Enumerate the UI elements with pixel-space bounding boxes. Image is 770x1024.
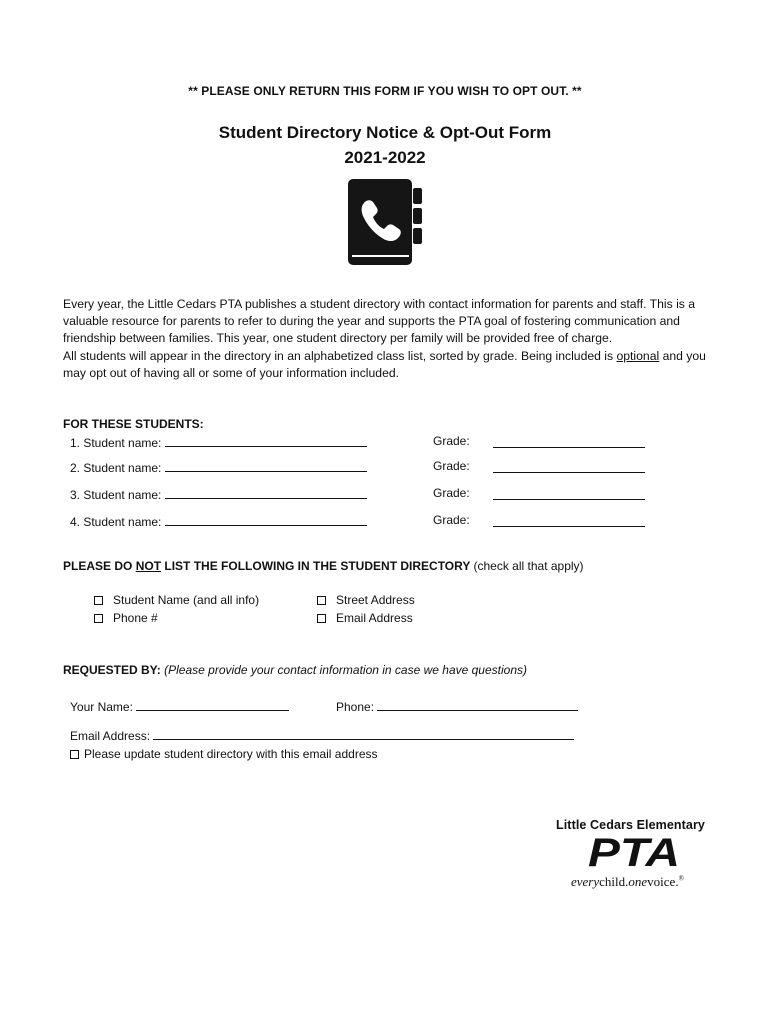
pta-tagline: everychild.onevoice.® bbox=[571, 874, 684, 889]
email-row: Email Address: bbox=[70, 727, 574, 743]
option-student-name[interactable]: Student Name (and all info) bbox=[94, 593, 259, 607]
intro-paragraph: Every year, the Little Cedars PTA publishes a student directory with contact information for parents and staff. This is a valuable resource for parents to refer to during the year and supports the PTA goal of fostering communication and friendship between families. This year, one student directory per family will be provided free of charge. bbox=[63, 297, 696, 346]
student-name-field[interactable] bbox=[165, 513, 367, 526]
school-year: 2021-2022 bbox=[344, 148, 426, 167]
student-name-field[interactable] bbox=[165, 459, 367, 472]
grade-row-2: Grade: bbox=[433, 459, 470, 473]
checkbox[interactable] bbox=[94, 614, 103, 623]
phone-row: Phone: bbox=[336, 698, 578, 714]
your-name-row: Your Name: bbox=[70, 698, 289, 714]
student-name-field[interactable] bbox=[165, 434, 367, 447]
checkbox[interactable] bbox=[317, 614, 326, 623]
update-directory-option[interactable]: Please update student directory with this email address bbox=[70, 747, 378, 761]
optional-emphasis: optional bbox=[616, 348, 660, 363]
grade-field[interactable] bbox=[493, 514, 645, 527]
form-title: Student Directory Notice & Opt-Out Form bbox=[218, 123, 552, 142]
requested-by-heading: REQUESTED BY: (Please provide your contact information in case we have questions) bbox=[63, 663, 527, 677]
student-row-2: 2. Student name: bbox=[70, 459, 367, 475]
students-heading: FOR THESE STUDENTS: bbox=[63, 417, 204, 431]
student-row-1: 1. Student name: bbox=[70, 434, 367, 450]
checkbox[interactable] bbox=[70, 750, 79, 759]
grade-field[interactable] bbox=[493, 487, 645, 500]
school-name: Little Cedars Elementary bbox=[556, 818, 705, 832]
grade-field[interactable] bbox=[493, 435, 645, 448]
intro-text bbox=[63, 296, 713, 382]
student-name-field[interactable] bbox=[165, 486, 367, 499]
checkbox[interactable] bbox=[317, 596, 326, 605]
opt-out-heading: PLEASE DO NOT LIST THE FOLLOWING IN THE STUDENT DIRECTORY (check all that apply) bbox=[63, 559, 584, 573]
email-field[interactable] bbox=[153, 727, 574, 740]
grade-row-4: Grade: bbox=[433, 513, 470, 527]
opt-out-notice: ** PLEASE ONLY RETURN THIS FORM IF YOU WISH TO OPT OUT. ** bbox=[188, 84, 582, 98]
phone-field[interactable] bbox=[377, 698, 578, 711]
student-row-3: 3. Student name: bbox=[70, 486, 367, 502]
phone-book-icon bbox=[343, 176, 425, 268]
grade-row-3: Grade: bbox=[433, 486, 470, 500]
checkbox[interactable] bbox=[94, 596, 103, 605]
your-name-field[interactable] bbox=[136, 698, 289, 711]
option-phone[interactable]: Phone # bbox=[94, 611, 158, 625]
student-row-4: 4. Student name: bbox=[70, 513, 367, 529]
grade-row-1: Grade: bbox=[433, 434, 470, 448]
grade-field[interactable] bbox=[493, 460, 645, 473]
pta-logo bbox=[588, 832, 684, 872]
option-email-address[interactable]: Email Address bbox=[317, 611, 413, 625]
svg-text:PTA: PTA bbox=[588, 832, 680, 872]
intro-paragraph-2: All students will appear in the directory in an alphabetized class list, sorted by grade. Being included is optional and you may opt out of having all or some of your information included. bbox=[63, 348, 706, 380]
option-street-address[interactable]: Street Address bbox=[317, 593, 415, 607]
